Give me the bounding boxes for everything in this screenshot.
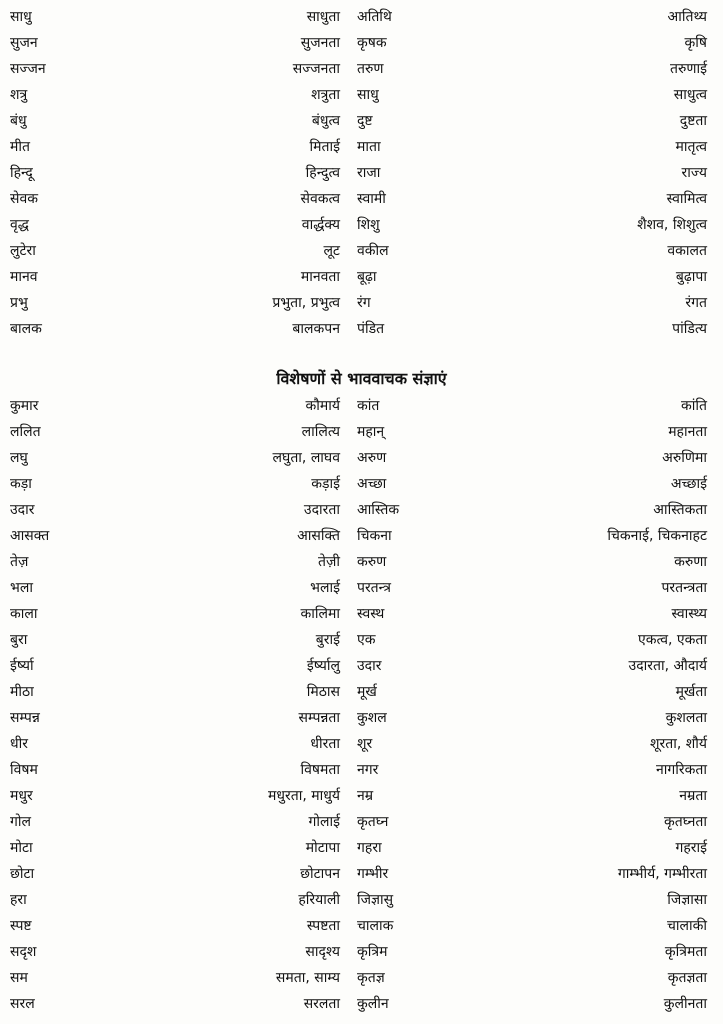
abstract-noun: हरियाली	[298, 892, 340, 908]
abstract-noun: धीरता	[310, 736, 340, 752]
base-word: तेज़	[10, 554, 29, 570]
abstract-noun-2: कृतघ्नता	[663, 814, 707, 830]
abstract-noun-2: स्वामित्व	[666, 191, 707, 207]
abstract-noun-2: गाम्भीर्य, गम्भीरता	[617, 866, 707, 882]
base-word: हरा	[10, 892, 27, 908]
abstract-noun-2: तरुणाई	[670, 61, 707, 77]
table-row	[0, 965, 723, 991]
abstract-noun: शत्रुता	[311, 87, 340, 103]
table-row	[0, 290, 723, 316]
base-word-2: आस्तिक	[357, 502, 400, 518]
abstract-noun: बालकपन	[292, 321, 340, 337]
abstract-noun-2: स्वास्थ्य	[671, 606, 707, 622]
abstract-noun-2: दुष्टता	[679, 113, 707, 129]
abstract-noun-2: कुशलता	[665, 710, 707, 726]
table-row	[0, 316, 723, 342]
base-word: स्पष्ट	[10, 918, 32, 934]
base-word: ईर्ष्या	[10, 658, 34, 674]
base-word-2: पंडित	[357, 321, 385, 337]
abstract-noun: हिन्दुत्व	[305, 165, 340, 181]
abstract-noun: गोलाई	[308, 814, 340, 830]
abstract-noun: मिठास	[306, 684, 340, 700]
base-word: कड़ा	[10, 476, 32, 492]
base-word: आसक्त	[10, 528, 50, 544]
abstract-noun-2: एकत्व, एकता	[638, 632, 707, 648]
base-word: उदार	[10, 502, 35, 518]
base-word: सेवक	[10, 191, 38, 207]
abstract-noun: बुराई	[315, 632, 340, 648]
abstract-noun-2: परतन्त्रता	[661, 580, 707, 596]
abstract-noun-2: गहराई	[675, 840, 707, 856]
abstract-noun: छोटापन	[300, 866, 340, 882]
base-word: हिन्दू	[10, 165, 33, 181]
base-word-2: रंग	[357, 295, 371, 311]
base-word: कुमार	[10, 398, 39, 414]
abstract-noun: सम्पन्नता	[298, 710, 340, 726]
table-row	[0, 783, 723, 809]
base-word-2: स्वामी	[357, 191, 386, 207]
abstract-noun: उदारता	[303, 502, 340, 518]
base-word-2: गहरा	[357, 840, 382, 856]
abstract-noun-2: पांडित्य	[672, 321, 707, 337]
section-adjectives-table	[0, 393, 723, 1017]
base-word: सज्जन	[10, 61, 46, 77]
base-word: ललित	[10, 424, 41, 440]
abstract-noun: सादृश्य	[305, 944, 340, 960]
table-row	[0, 731, 723, 757]
base-word-2: एक	[357, 632, 376, 648]
abstract-noun: सरलता	[303, 996, 340, 1012]
table-row	[0, 861, 723, 887]
abstract-noun: लालित्य	[301, 424, 340, 440]
base-word: भला	[10, 580, 33, 596]
abstract-noun: कौमार्य	[305, 398, 340, 414]
table-row	[0, 56, 723, 82]
abstract-noun-2: नागरिकता	[656, 762, 707, 778]
abstract-noun-2: चालाकी	[666, 918, 707, 934]
base-word-2: अतिथि	[357, 9, 392, 25]
base-word-2: कुलीन	[357, 996, 389, 1012]
table-row	[0, 238, 723, 264]
base-word: प्रभु	[10, 295, 28, 311]
abstract-noun-2: मूर्खता	[675, 684, 707, 700]
abstract-noun-2: बुढ़ापा	[675, 269, 707, 285]
table-row	[0, 186, 723, 212]
abstract-noun: मानवता	[300, 269, 340, 285]
abstract-noun-2: उदारता, औदार्य	[628, 658, 707, 674]
base-word: लघु	[10, 450, 28, 466]
base-word-2: परतन्त्र	[357, 580, 391, 596]
abstract-noun: मोटापा	[305, 840, 340, 856]
base-word: वृद्ध	[10, 217, 29, 233]
table-row	[0, 445, 723, 471]
base-word-2: कृतज्ञ	[357, 970, 385, 986]
section-nouns-table	[0, 4, 723, 342]
abstract-noun: बंधुत्व	[311, 113, 340, 129]
base-word: बंधु	[10, 113, 27, 129]
table-row	[0, 160, 723, 186]
base-word: गोल	[10, 814, 31, 830]
base-word-2: शूर	[357, 736, 373, 752]
base-word: काला	[10, 606, 38, 622]
abstract-noun-2: शैशव, शिशुत्व	[637, 217, 707, 233]
table-row	[0, 705, 723, 731]
table-row	[0, 913, 723, 939]
abstract-noun-2: साधुत्व	[673, 87, 707, 103]
table-row	[0, 419, 723, 445]
abstract-noun-2: कुलीनता	[663, 996, 707, 1012]
table-row	[0, 575, 723, 601]
table-row	[0, 108, 723, 134]
abstract-noun-2: चिकनाई, चिकनाहट	[607, 528, 707, 544]
abstract-noun: मिताई	[309, 139, 340, 155]
table-row	[0, 549, 723, 575]
table-row	[0, 471, 723, 497]
abstract-noun-2: महानता	[668, 424, 707, 440]
abstract-noun-2: मातृत्व	[675, 139, 707, 155]
abstract-noun: आसक्ति	[297, 528, 340, 544]
table-row	[0, 757, 723, 783]
base-word-2: कांत	[357, 398, 380, 414]
abstract-noun-2: वकालत	[667, 243, 707, 259]
base-word-2: कृत्रिम	[357, 944, 388, 960]
abstract-noun-2: कृषि	[684, 35, 707, 51]
base-word: मधुर	[10, 788, 33, 804]
base-word: सरल	[10, 996, 35, 1012]
table-row	[0, 523, 723, 549]
table-row	[0, 679, 723, 705]
base-word-2: माता	[357, 139, 381, 155]
base-word-2: बूढ़ा	[357, 269, 377, 285]
abstract-noun-2: शूरता, शौर्य	[649, 736, 707, 752]
abstract-noun-2: कांति	[681, 398, 707, 414]
abstract-noun: विषमता	[300, 762, 340, 778]
abstract-noun-2: कृत्रिमता	[664, 944, 707, 960]
table-row	[0, 887, 723, 913]
abstract-noun-2: रंगत	[685, 295, 707, 311]
abstract-noun-2: कृतज्ञता	[667, 970, 707, 986]
table-row	[0, 835, 723, 861]
table-row	[0, 627, 723, 653]
base-word-2: साधु	[357, 87, 379, 103]
base-word-2: राजा	[357, 165, 381, 181]
base-word-2: करुण	[357, 554, 387, 570]
abstract-noun: तेज़ी	[318, 554, 340, 570]
base-word-2: कुशल	[357, 710, 387, 726]
table-row	[0, 497, 723, 523]
base-word: विषम	[10, 762, 38, 778]
base-word: लुटेरा	[10, 243, 36, 259]
base-word-2: जिज्ञासु	[357, 892, 394, 908]
table-row	[0, 991, 723, 1017]
abstract-noun: प्रभुता, प्रभुत्व	[272, 295, 340, 311]
table-row	[0, 82, 723, 108]
base-word-2: तरुण	[357, 61, 384, 77]
base-word-2: अच्छा	[357, 476, 387, 492]
table-row	[0, 264, 723, 290]
abstract-noun: लूट	[323, 243, 340, 259]
table-row	[0, 653, 723, 679]
abstract-noun: कड़ाई	[311, 476, 340, 492]
base-word: सम	[10, 970, 28, 986]
abstract-noun: भलाई	[310, 580, 340, 596]
base-word-2: नगर	[357, 762, 379, 778]
abstract-noun: वार्द्धक्य	[301, 217, 340, 233]
abstract-noun: मधुरता, माधुर्य	[268, 788, 340, 804]
section-heading: विशेषणों से भाववाचक संज्ञाएं	[276, 369, 447, 388]
base-word-2: दुष्ट	[357, 113, 373, 129]
base-word: छोटा	[10, 866, 35, 882]
table-row	[0, 601, 723, 627]
abstract-noun-2: अच्छाई	[670, 476, 707, 492]
base-word: मोटा	[10, 840, 33, 856]
abstract-noun-2: अरुणिमा	[662, 450, 707, 466]
base-word: मानव	[10, 269, 38, 285]
base-word-2: वकील	[357, 243, 389, 259]
base-word-2: महान्	[357, 424, 385, 440]
abstract-noun-2: राज्य	[681, 165, 707, 181]
abstract-noun: लघुता, लाघव	[272, 450, 340, 466]
base-word-2: गम्भीर	[357, 866, 389, 882]
abstract-noun: साधुता	[306, 9, 340, 25]
abstract-noun-2: आस्तिकता	[653, 502, 707, 518]
table-row	[0, 809, 723, 835]
table-row	[0, 134, 723, 160]
base-word-2: कृतघ्न	[357, 814, 389, 830]
base-word-2: मूर्ख	[357, 684, 377, 700]
base-word: साधु	[10, 9, 32, 25]
base-word: शत्रु	[10, 87, 28, 103]
base-word: बुरा	[10, 632, 28, 648]
base-word: मीठा	[10, 684, 34, 700]
table-row	[0, 939, 723, 965]
base-word: धीर	[10, 736, 28, 752]
abstract-noun: सुजनता	[300, 35, 340, 51]
table-row	[0, 212, 723, 238]
base-word-2: चालाक	[357, 918, 394, 934]
base-word: बालक	[10, 321, 42, 337]
abstract-noun: कालिमा	[300, 606, 340, 622]
base-word: सम्पन्न	[10, 710, 40, 726]
abstract-noun: समता, साम्य	[275, 970, 340, 986]
abstract-noun: सज्जनता	[292, 61, 340, 77]
base-word-2: शिशु	[357, 217, 380, 233]
base-word: सदृश	[10, 944, 37, 960]
base-word-2: उदार	[357, 658, 382, 674]
base-word: सुजन	[10, 35, 38, 51]
abstract-noun-2: जिज्ञासा	[667, 892, 707, 908]
table-row	[0, 30, 723, 56]
base-word-2: चिकना	[357, 528, 392, 544]
abstract-noun: स्पष्टता	[306, 918, 340, 934]
base-word-2: नम्र	[357, 788, 374, 804]
abstract-noun: ईर्ष्यालु	[306, 658, 340, 674]
base-word: मीत	[10, 139, 30, 155]
abstract-noun-2: करुणा	[674, 554, 707, 570]
table-row	[0, 4, 723, 30]
abstract-noun-2: आतिथ्य	[667, 9, 707, 25]
abstract-noun: सेवकत्व	[300, 191, 340, 207]
table-row	[0, 393, 723, 419]
base-word-2: स्वस्थ	[357, 606, 385, 622]
base-word-2: कृषक	[357, 35, 387, 51]
base-word-2: अरुण	[357, 450, 387, 466]
abstract-noun-2: नम्रता	[679, 788, 707, 804]
